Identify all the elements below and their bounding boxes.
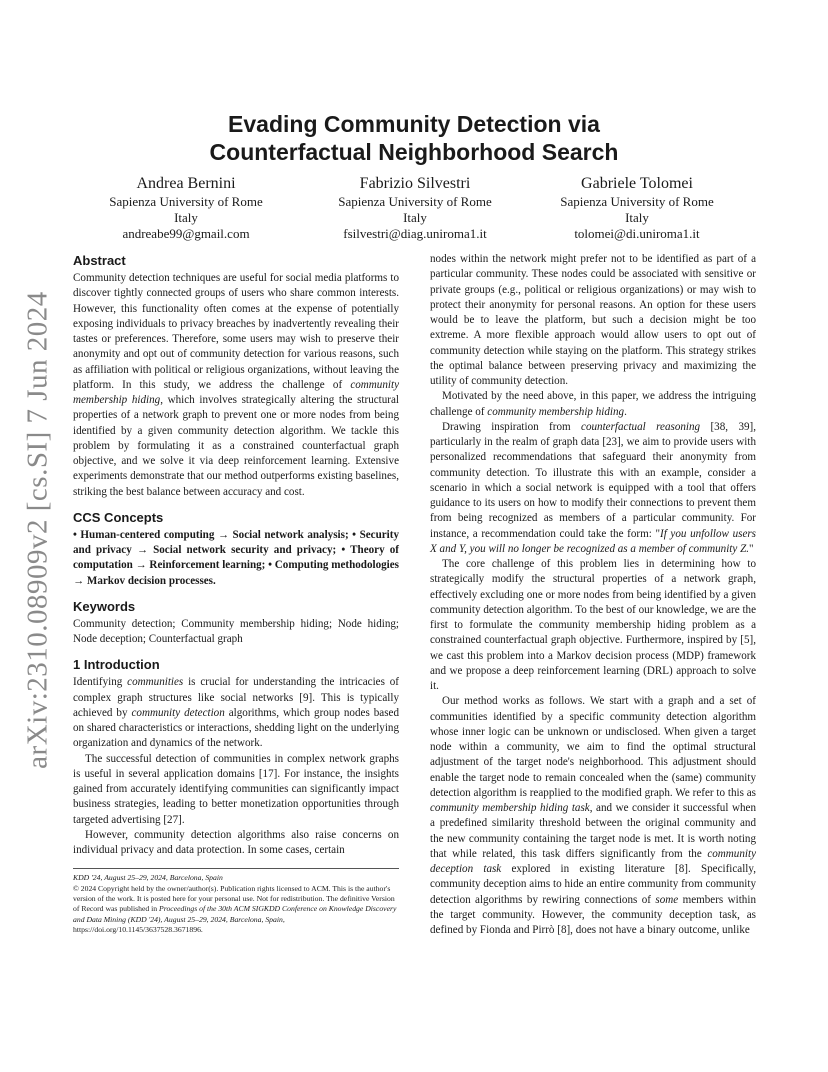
text-run: explored in existing literature [8]. Specifically, community deception aims to hide an entire community from community detection algorithms by rewiring connections of	[430, 863, 756, 906]
footnote-rule	[73, 868, 399, 869]
author-affiliation: Sapienza University of Rome	[338, 194, 492, 209]
paper-title	[0, 110, 828, 166]
proceedings-title: Proceedings of the 30th ACM SIGKDD Conference on Knowledge Discovery and Data Mining (KDD '24), August 25–29, 2024, Barcelona, Spain	[73, 904, 397, 924]
author-3	[522, 174, 752, 242]
ccs-heading: CCS Concepts	[73, 509, 164, 525]
footnote	[73, 873, 399, 935]
text-run: is crucial for understanding the intricacies of complex graph structures like social networks [9]. This is typically achieved by	[73, 676, 399, 719]
author-name: Fabrizio Silvestri	[359, 175, 471, 192]
arxiv-sidebar	[14, 291, 62, 769]
footnote-copyright	[73, 884, 399, 936]
text-emphasis: counterfactual reasoning	[581, 420, 701, 433]
text-run: [38, 39], particularly in the realm of graph data [23], we aim to provide users with personalized recommendations that safeguard their anonymity from community detection. To illustrate this with an example, consider a scenario in which a social network is equipped with a tool that offers guidance to its users on how to modify their connections to prevent them from being recognized as members of a particular community. For instance, a recommendation could take the form: "	[430, 420, 757, 540]
ccs-concepts: • Human-centered computing → Social network analysis; • Security and privacy → Social network security and privacy; • Theory of computation → Reinforcement learning; • Computing methodologies → Markov decision processes.	[73, 528, 399, 587]
text-emphasis: community detection	[131, 706, 225, 719]
text-run: © 2024 Copyright held by the owner/author(s). Publication rights licensed to ACM. This is the author's version of the work. It is posted here for your personal use. Not for redistribution. The definitive Version of Record was published in	[73, 883, 395, 914]
author-affiliation: Sapienza University of Rome	[109, 194, 263, 209]
text-emphasis: some	[655, 893, 679, 906]
abstract-heading: Abstract	[73, 253, 126, 268]
author-email: tolomei@di.uniroma1.it	[574, 226, 700, 241]
text-emphasis: communities	[127, 676, 184, 689]
text-emphasis: community deception task	[430, 847, 756, 875]
text-run: "	[749, 542, 754, 555]
intro-paragraph-2: The successful detection of communities in complex network graphs is useful in several application domains [17]. For instance, the insights gained from accurately identifying communities can significantly impact business strategies, leading to better monetization opportunities through targeted advertising [27].	[73, 752, 399, 826]
text-run: members within the target community. However, the community deception task, as defined by Fionda and Pirrò [8], does not have a binary outcome, unlike	[430, 893, 756, 936]
text-run: Our method works as follows. We start with a graph and a set of communities identified by a specific community detection algorithm whose inner logic can be unknown or undisclosed. When given a target node within a community, we aim to find the optimal structural adjustment of the target node's neighborhood. This adjustment should enable the target node to remain concealed when the (same) community detection algorithm is reapplied to the modified graph. We refer to this as	[430, 695, 756, 799]
arxiv-id: arXiv:2310.08909v2 [cs.SI] 7 Jun 2024	[21, 291, 54, 769]
intro-paragraph-3: However, community detection algorithms also raise concerns on individual privacy and data protection. In some cases, certain	[73, 828, 399, 856]
intro-paragraph-1	[73, 675, 399, 751]
right-paragraph-5	[430, 694, 756, 938]
right-column	[430, 252, 756, 938]
title-line-1: Evading Community Detection via	[228, 111, 600, 137]
right-paragraph-2	[430, 389, 756, 420]
text-run: Motivated by the need above, in this paper, we address the intriguing challenge of	[430, 390, 756, 418]
right-paragraph-1: nodes within the network might prefer not to be identified as part of a particular community. These nodes could be associated with sensitive or private groups (e.g., political or religious organizations) or may wish to protect their anonymity for personal reasons. An option for these users would be to leave the platform, but such a decision might be too extreme. A more flexible approach would allow users to opt out of community detection while staying on the platform. This strategy strikes the optimal balance between preserving privacy and maximizing the utility of community detection.	[430, 253, 756, 387]
author-email: andreabe99@gmail.com	[122, 226, 250, 241]
left-column	[73, 252, 399, 936]
intro-heading: 1 Introduction	[73, 657, 160, 673]
text-run: Drawing inspiration from	[442, 420, 582, 433]
title-line-2: Counterfactual Neighborhood Search	[209, 139, 619, 165]
author-name: Andrea Bernini	[136, 175, 236, 192]
text-emphasis: community membership hiding task	[430, 802, 590, 814]
right-paragraph-3	[430, 420, 756, 557]
text-run: algorithms, which group nodes based on shared characteristics or interactions, shedding light on the underlying organization and dynamics of the network.	[73, 706, 400, 750]
author-email: fsilvestri@diag.uniroma1.it	[343, 226, 487, 241]
author-1	[71, 174, 301, 242]
text-emphasis: If you unfollow users X and Y, you will no longer be recognized as a member of community Z.	[430, 527, 757, 555]
author-country: Italy	[403, 210, 427, 225]
right-paragraph-4: The core challenge of this problem lies in determining how to strategically modify the structural properties of a network graph, effectively excluding one or more nodes from being identified by a given community detection algorithm. To the best of our knowledge, we are the first to formulate the community membership hiding problem as a constrained counterfactual graph objective. Furthermore, inspired by [5], we cast this problem into a Markov decision process (MDP) framework and we propose a deep reinforcement learning (DRL) approach to solve it.	[430, 558, 756, 692]
text-run: , and we consider it successful when a predefined similarity threshold between the original community and the new community containing the target node is met. It is worth noting that while related, this task differs significantly from the	[430, 802, 756, 860]
text-emphasis: community membership hiding	[487, 405, 625, 418]
doi-text: , https://doi.org/10.1145/3637528.3671896.	[73, 914, 285, 935]
text-run: Identifying	[73, 676, 128, 689]
abstract-part: Community detection techniques are useful for social media platforms to discover tightly connected groups of users who share common interests. However, this functionality often comes at the expense of potentially exposing individuals to privacy breaches by inadvertently revealing their tastes or preferences. Therefore, some users may wish to preserve their anonymity and opt out of community detection for various reasons, such as affiliation with political or religious organizations, without leaving the platform. In this study, we address the challenge of	[73, 272, 399, 391]
abstract-text	[73, 271, 399, 500]
footnote-conference	[73, 873, 399, 883]
keywords-heading: Keywords	[73, 598, 136, 614]
text-run: .	[624, 405, 627, 418]
author-2	[300, 174, 530, 242]
abstract-part: , which involves strategically altering the structural properties of a network graph to prevent one or more nodes from being identified by a given community detection algorithm. We tackle this problem by formulating it as a constrained counterfactual graph objective, and we solve it via deep reinforcement learning. Extensive experiments demonstrate that our method outperforms existing baselines, striking the best balance between accuracy and cost.	[73, 394, 399, 498]
author-country: Italy	[625, 210, 649, 225]
author-name: Gabriele Tolomei	[581, 175, 693, 192]
author-affiliation: Sapienza University of Rome	[560, 194, 714, 209]
conference-line: KDD '24, August 25–29, 2024, Barcelona, Spain	[73, 873, 223, 883]
keywords-text: Community detection; Community membership hiding; Node hiding; Node deception; Counterfactual graph	[73, 617, 399, 645]
author-country: Italy	[174, 210, 198, 225]
abstract-emphasis: community membership hiding	[73, 378, 399, 406]
ccs-text	[73, 528, 399, 589]
